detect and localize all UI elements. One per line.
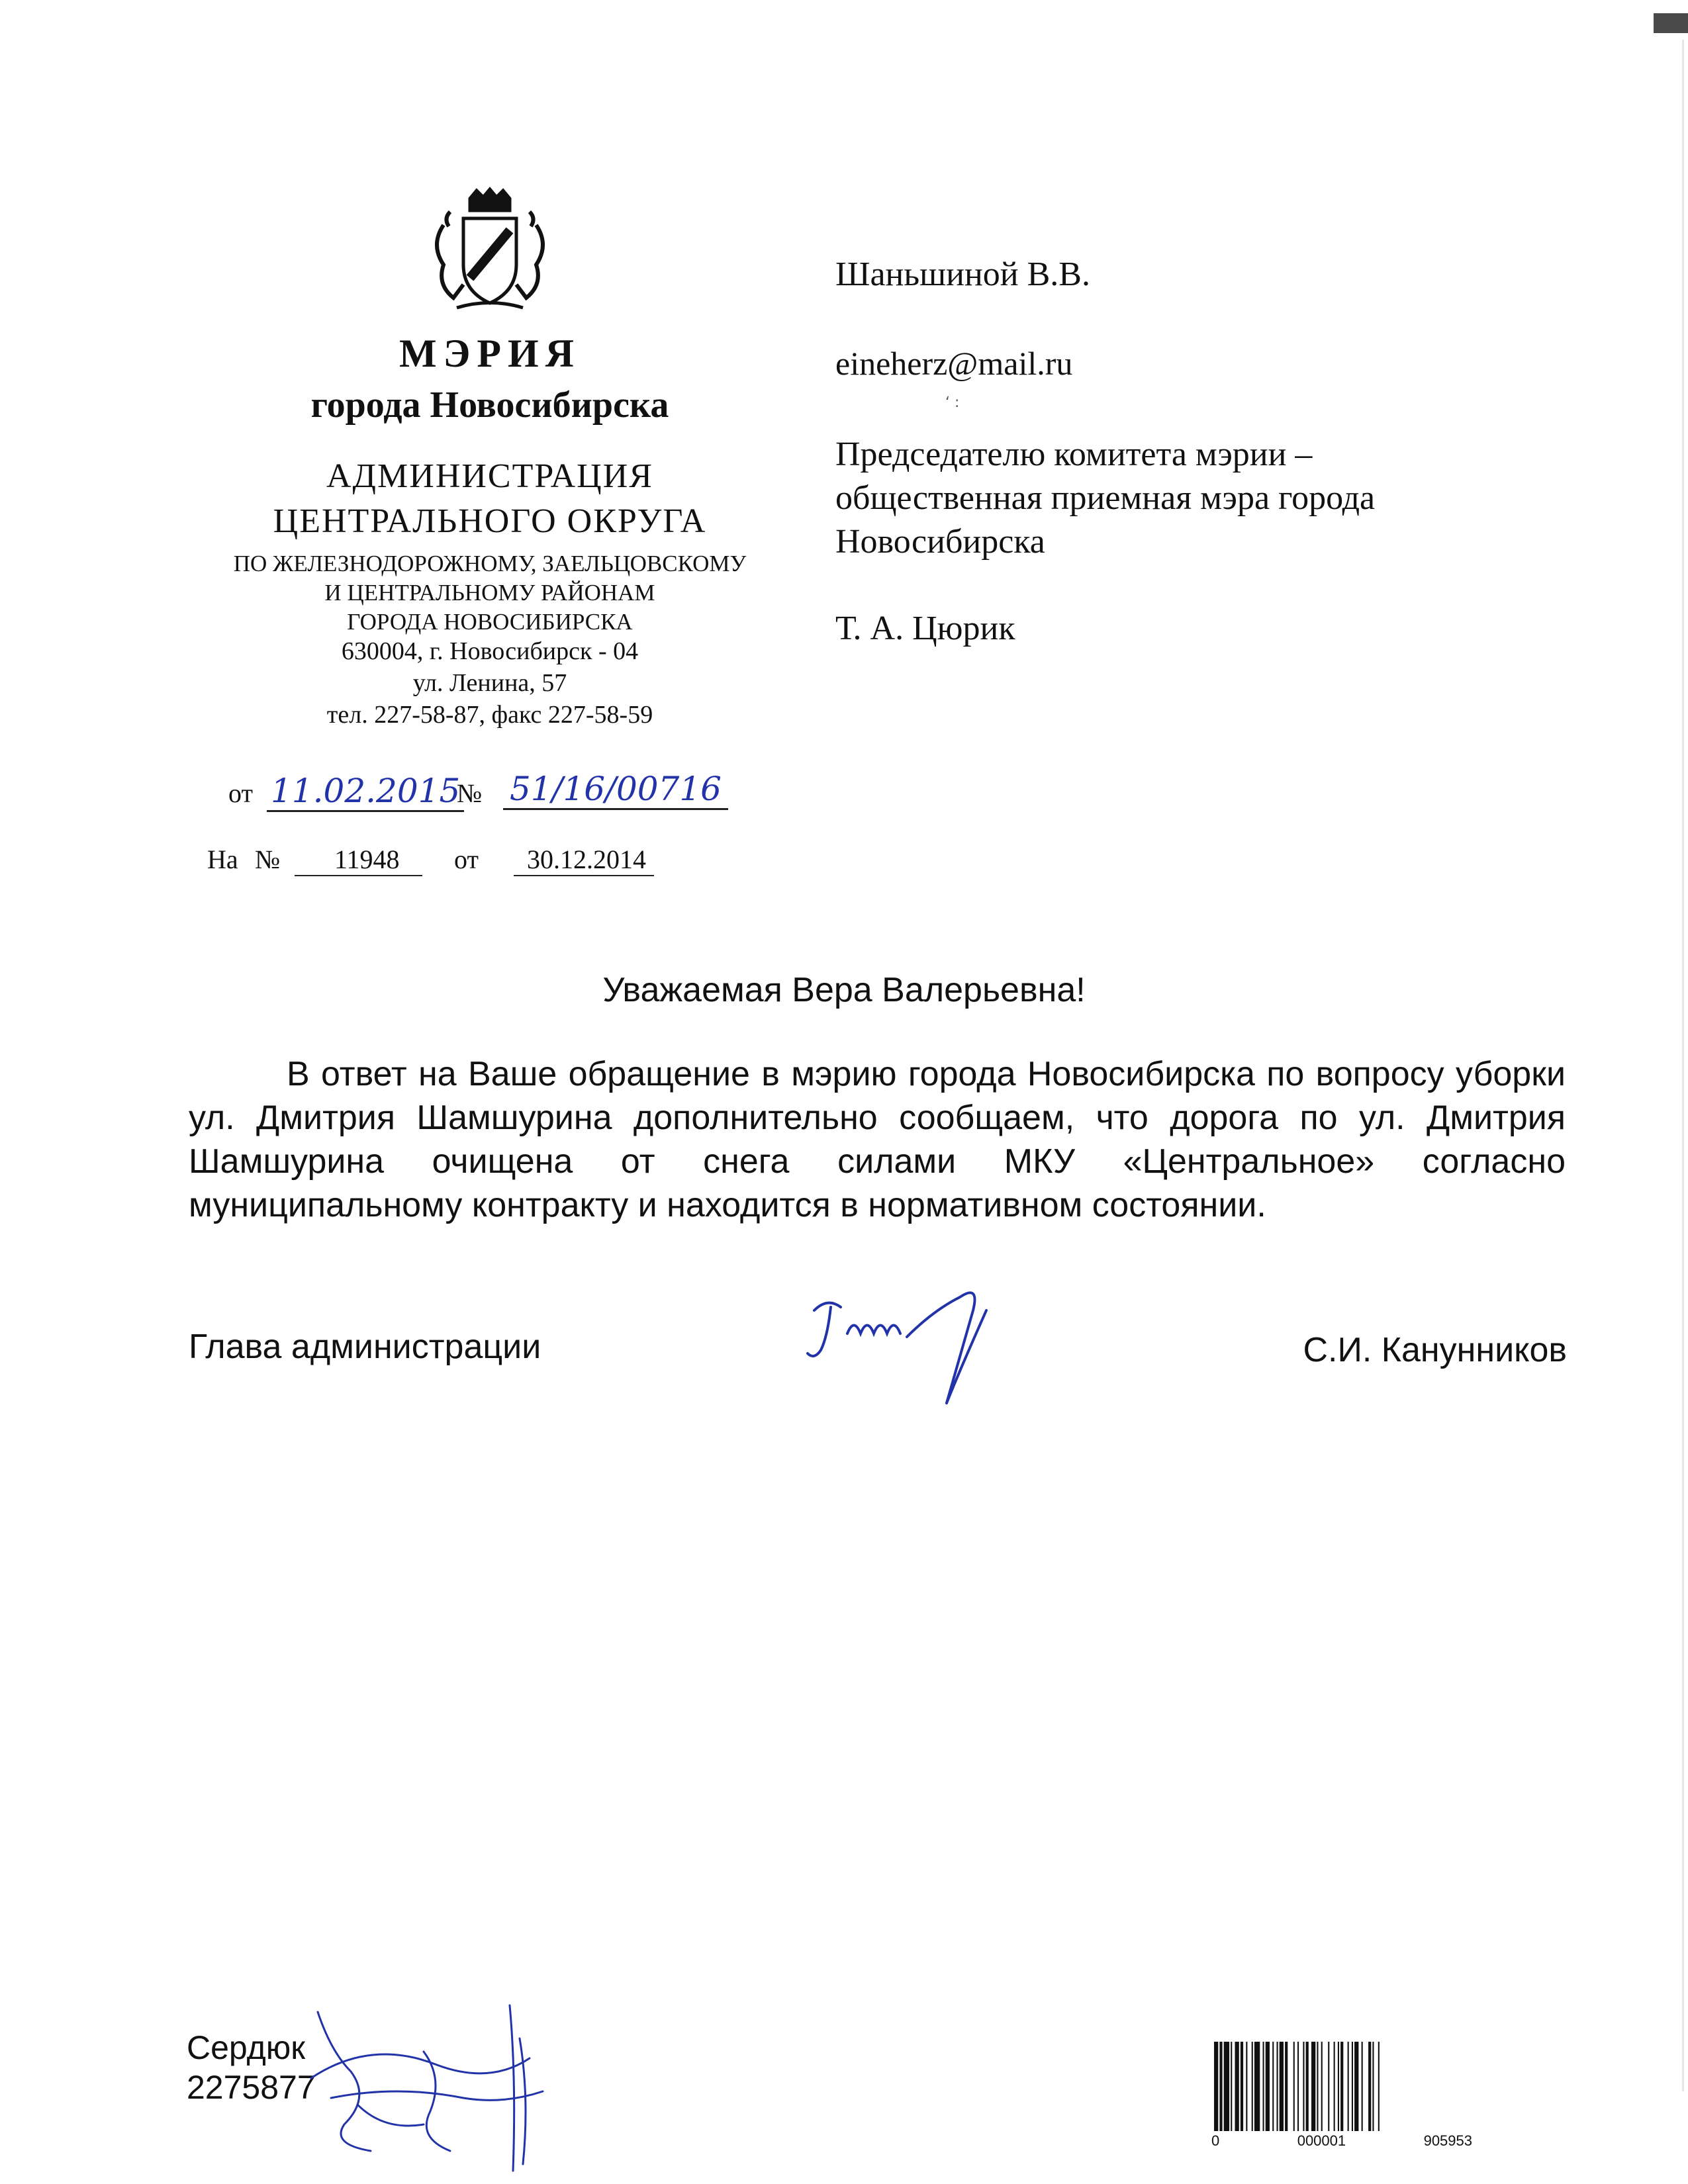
letter-body-paragraph: В ответ на Ваше обращение в мэрию города Новосибирска по вопросу уборки ул. Дмитрия Шамшурина дополнительно сообщаем, что дорога по ул. Дмитрия Шамшурина очищена от снега силами МКУ «Центральное» согласно муниципальному контракту и находится в нормативном состоянии. — [189, 1055, 1566, 1224]
executor-initials-signature — [291, 1999, 609, 2177]
reference-number: 11948 — [295, 844, 422, 876]
scan-speck: ʻ : — [945, 394, 960, 411]
barcode-bar — [1214, 2042, 1218, 2131]
barcode-bar — [1352, 2042, 1353, 2131]
letter-greeting: Уважаемая Вера Валерьевна! — [602, 971, 1086, 1009]
letterhead-phones: тел. 227-58-87, факс 227-58-59 — [326, 701, 653, 729]
barcode-bar — [1285, 2042, 1288, 2131]
letterhead-postal-address: 630004, г. Новосибирск - 04 — [341, 637, 639, 665]
letterhead-city: города Новосибирска — [310, 385, 669, 426]
letterhead-street: ул. Ленина, 57 — [412, 669, 567, 697]
executor-name: Сердюк — [187, 2029, 306, 2066]
barcode-bar — [1378, 2042, 1380, 2131]
scan-edge-mark — [1654, 13, 1688, 33]
reference-label: На — [207, 844, 238, 874]
addressee-recipient: Шаньшиной В.В. — [835, 255, 1090, 293]
addressee-copy-name: Т. А. Цюрик — [835, 610, 1015, 647]
barcode-bar — [1219, 2042, 1222, 2131]
letterhead-district: ЦЕНТРАЛЬНОГО ОКРУГА — [273, 502, 707, 540]
barcode-bar — [1293, 2042, 1295, 2131]
signatory-role: Глава администрации — [189, 1328, 541, 1366]
barcode-digits-mid: 000001 — [1297, 2132, 1346, 2149]
barcode-bar — [1303, 2042, 1304, 2131]
barcode-bar — [1235, 2042, 1239, 2131]
scan-edge-line — [1682, 40, 1684, 2091]
barcode-bar — [1266, 2042, 1270, 2131]
letterhead-administration: АДМИНИСТРАЦИЯ — [326, 457, 653, 495]
barcode-digits-left: 0 — [1211, 2132, 1220, 2149]
barcode-bar — [1321, 2042, 1323, 2131]
addressee-copy-line3: Новосибирска — [835, 523, 1045, 561]
barcode-digits-right: 905953 — [1423, 2132, 1472, 2149]
barcode-bar — [1252, 2042, 1253, 2131]
city-coat-of-arms-emblem — [424, 185, 556, 318]
letterhead-districts-line2: И ЦЕНТРАЛЬНОМУ РАЙОНАМ — [324, 580, 655, 606]
addressee-copy — [835, 433, 1375, 564]
document-barcode — [1213, 2042, 1471, 2131]
reference-number-label: № — [255, 844, 281, 874]
barcode-bar — [1224, 2042, 1229, 2131]
letterhead-districts-line1: ПО ЖЕЛЕЗНОДОРОЖНОМУ, ЗАЕЛЬЦОВСКОМУ — [233, 551, 747, 576]
barcode-bar — [1317, 2042, 1318, 2131]
letterhead-districts-line3: ГОРОДА НОВОСИБИРСКА — [347, 609, 633, 635]
barcode-digits — [1211, 2132, 1472, 2150]
barcode-bar — [1280, 2042, 1284, 2131]
barcode-bar — [1263, 2042, 1264, 2131]
registration-date: 11.02.2015 — [267, 772, 464, 812]
barcode-bar — [1362, 2042, 1363, 2131]
executor-phone: 2275877 — [187, 2069, 316, 2106]
barcode-bar — [1328, 2042, 1329, 2131]
registration-number: 51/16/00716 — [503, 770, 728, 810]
registration-number-label: № — [457, 778, 483, 808]
barcode-bar — [1306, 2042, 1309, 2131]
barcode-bar — [1348, 2042, 1349, 2131]
barcode-bar — [1297, 2042, 1299, 2131]
handwritten-signature — [801, 1271, 1026, 1430]
barcode-bar — [1272, 2042, 1274, 2131]
barcode-bar — [1246, 2042, 1247, 2131]
signatory-name: С.И. Канунников — [1303, 1331, 1567, 1369]
barcode-bar — [1334, 2042, 1335, 2131]
addressee-copy-line1: Председателю комитета мэрии – — [835, 435, 1313, 473]
barcode-bar — [1277, 2042, 1278, 2131]
barcode-bar — [1311, 2042, 1315, 2131]
barcode-bar — [1231, 2042, 1232, 2131]
barcode-bar — [1368, 2042, 1371, 2131]
addressee-email: eineherz@mail.ru — [835, 345, 1073, 382]
barcode-bar — [1241, 2042, 1243, 2131]
barcode-bar — [1340, 2042, 1343, 2131]
barcode-bar — [1254, 2042, 1260, 2131]
barcode-bar — [1372, 2042, 1374, 2131]
registration-from-label: от — [228, 778, 253, 808]
letterhead-title: МЭРИЯ — [399, 332, 581, 375]
reference-date: 30.12.2014 — [514, 844, 654, 876]
barcode-bar — [1354, 2042, 1358, 2131]
addressee-copy-line2: общественная приемная мэра города — [835, 479, 1376, 517]
barcode-bar — [1338, 2042, 1339, 2131]
reference-from-label: от — [454, 844, 479, 874]
